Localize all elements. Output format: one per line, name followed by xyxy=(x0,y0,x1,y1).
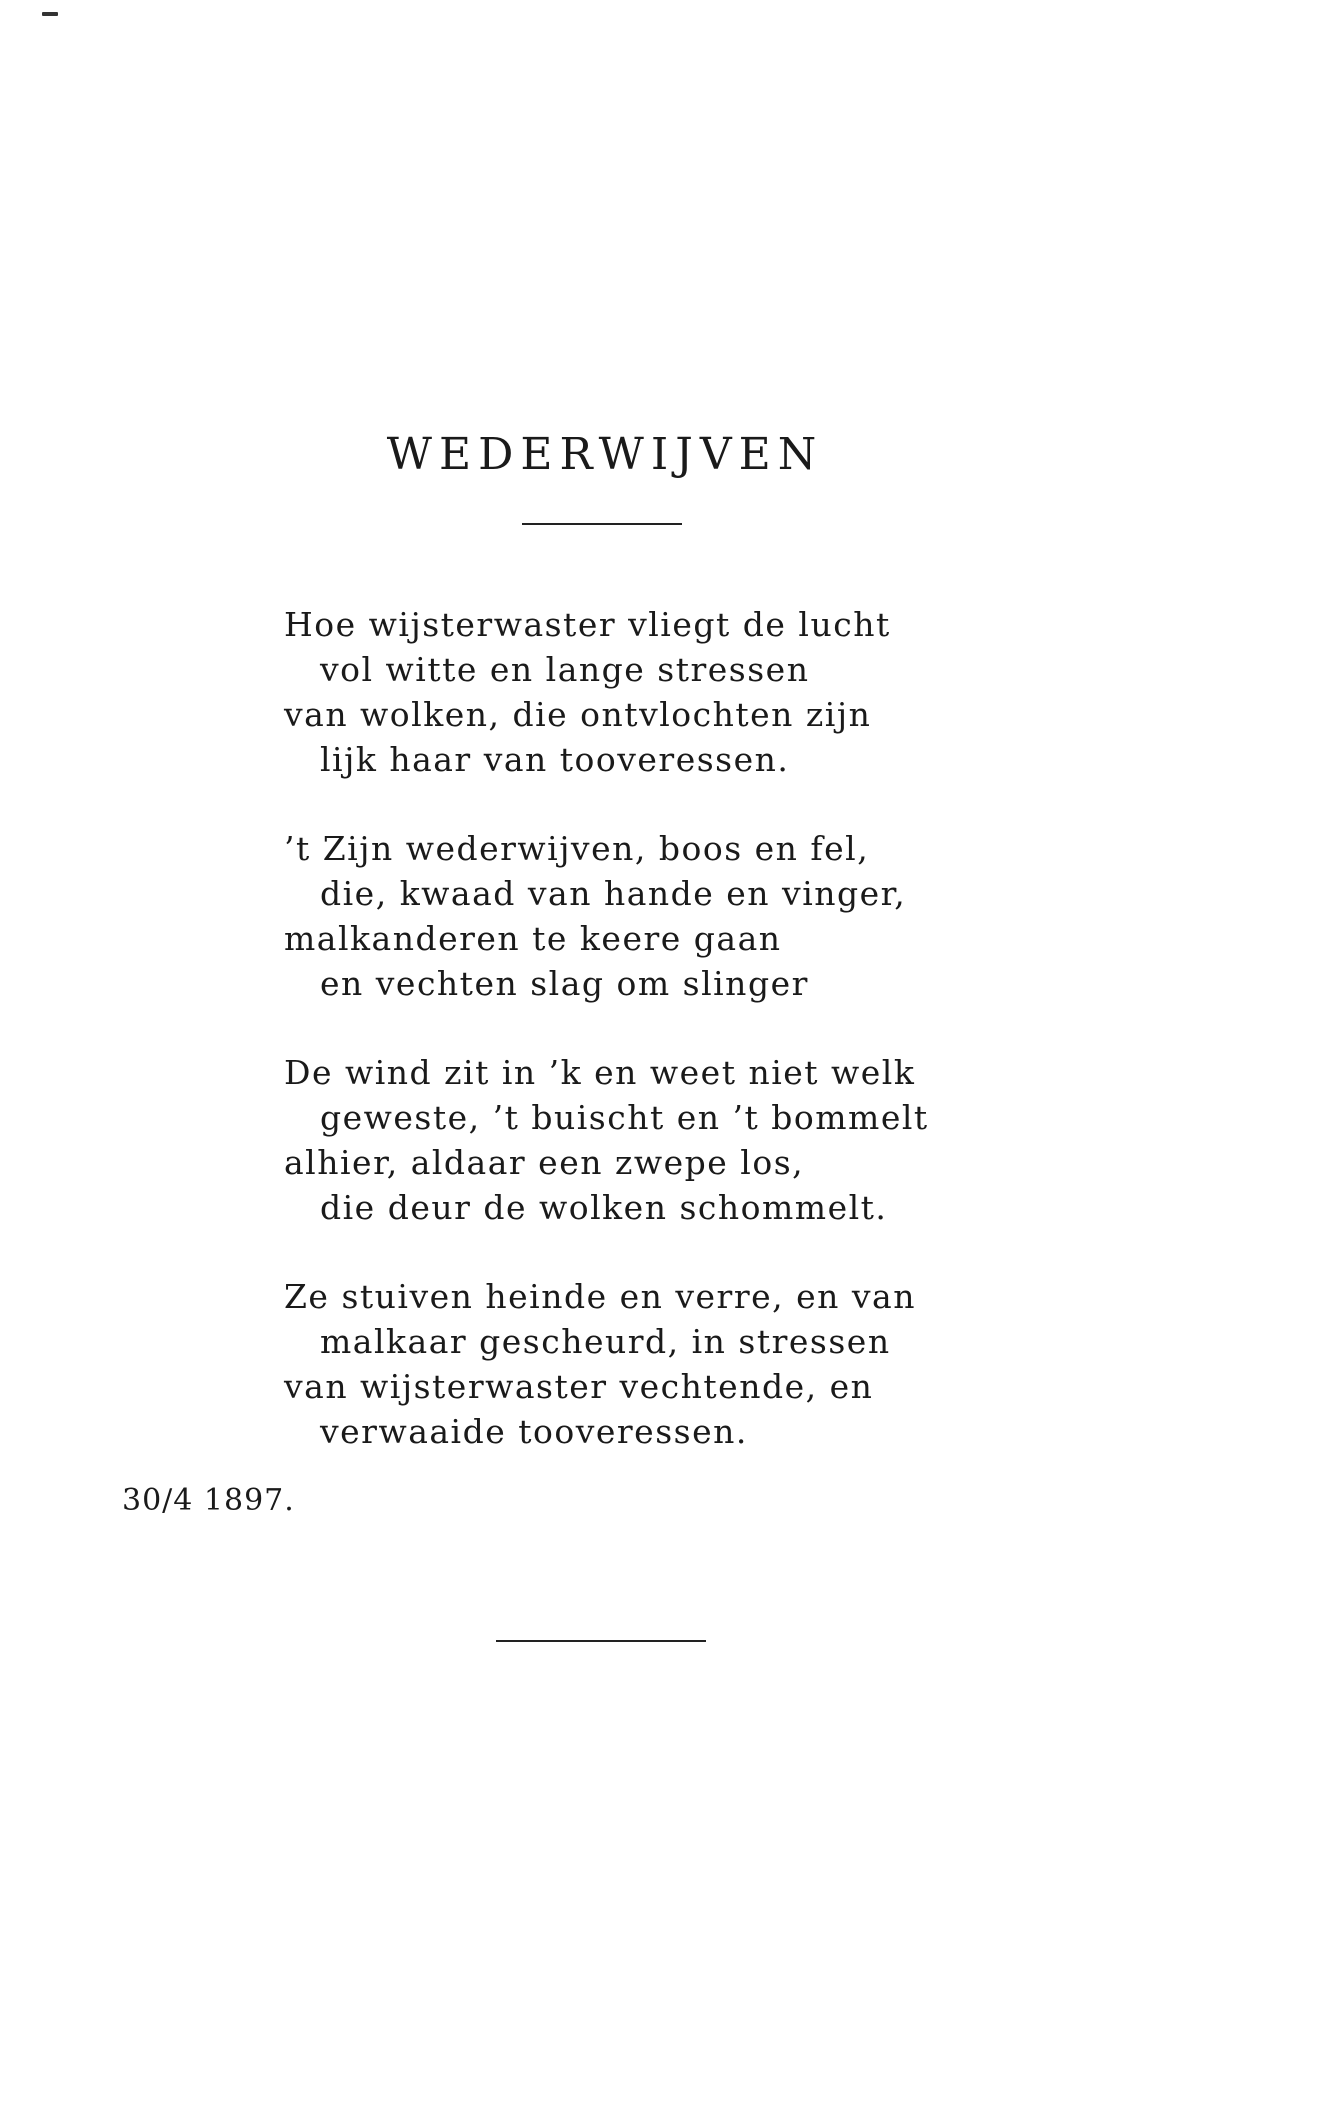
poem-line: geweste, ’t buischt en ’t bommelt xyxy=(320,1098,929,1137)
poem-line: van wijsterwaster vechtende, en xyxy=(284,1367,874,1406)
poem-line: malkanderen te keere gaan xyxy=(284,919,782,958)
poem-line: van wolken, die ontvlochten zijn xyxy=(284,695,872,734)
poem-line: verwaaide tooveressen. xyxy=(320,1412,748,1451)
stanza-3 xyxy=(284,1050,1184,1230)
poem-line: vol witte en lange stressen xyxy=(320,650,810,689)
poem-line: alhier, aldaar een zwepe los, xyxy=(284,1143,805,1182)
poem-title: WEDERWIJVEN xyxy=(386,429,824,481)
end-divider xyxy=(496,1640,706,1642)
poem-line: Hoe wijsterwaster vliegt de lucht xyxy=(284,605,891,644)
poem-body xyxy=(284,602,1184,1498)
poem-date: 30/4 1897. xyxy=(122,1483,295,1518)
corner-mark xyxy=(42,12,58,16)
stanza-1 xyxy=(284,602,1184,782)
stanza-2 xyxy=(284,826,1184,1006)
poem-line: Ze stuiven heinde en verre, en van xyxy=(284,1277,916,1316)
poem-line: De wind zit in ’k en weet niet welk xyxy=(284,1053,916,1092)
poem-line: ’t Zijn wederwijven, boos en fel, xyxy=(284,829,870,868)
stanza-4 xyxy=(284,1274,1184,1454)
poem-line: en vechten slag om slinger xyxy=(320,964,809,1003)
poem-line: die, kwaad van hande en vinger, xyxy=(320,874,907,913)
title-divider xyxy=(522,523,682,525)
poem-line: malkaar gescheurd, in stressen xyxy=(320,1322,891,1361)
poem-line: lijk haar van tooveressen. xyxy=(320,740,790,779)
poem-line: die deur de wolken schommelt. xyxy=(320,1188,888,1227)
